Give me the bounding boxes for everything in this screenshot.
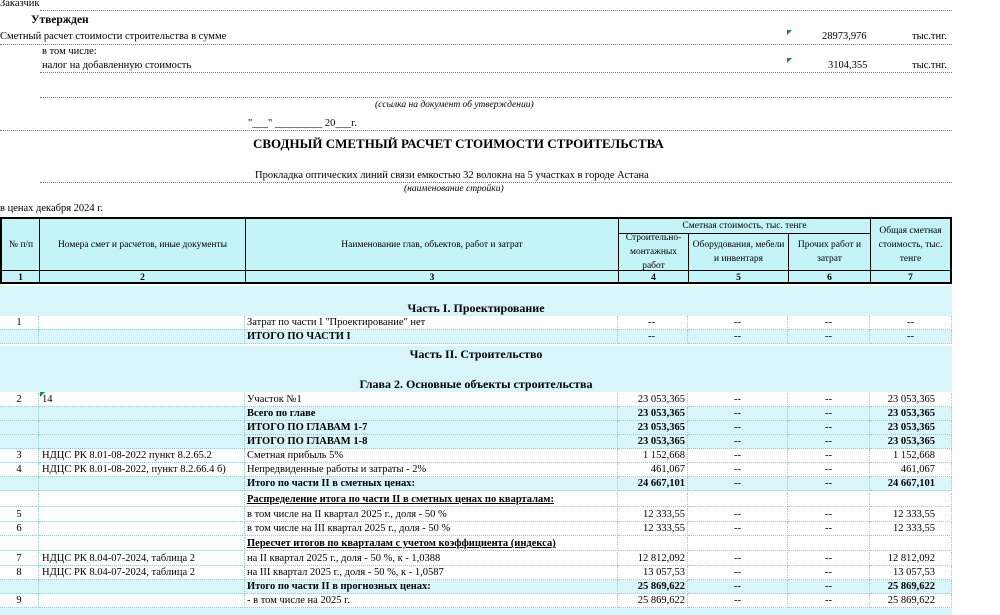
col-header-smr: Строительно-монтажных работ — [625, 233, 682, 271]
col-number: 3 — [429, 272, 435, 283]
section-title: Часть I. Проектирование — [407, 301, 545, 315]
section-title: Часть II. Строительство — [409, 347, 543, 361]
table-header — [0, 217, 952, 284]
table-row: Всего по главе 23 053,365 -- -- 23 053,365 — [0, 407, 952, 421]
spacer-row — [0, 362, 952, 376]
date-divider — [0, 130, 952, 131]
col-number: 7 — [908, 272, 913, 283]
cost-label: Сметный расчет стоимости строительства в сумме — [0, 31, 227, 42]
col-header-total: Общая сметная стоимость, тыс. тенге — [878, 225, 943, 264]
cost-unit: тыс.тнг. — [912, 31, 947, 42]
table-row: ИТОГО ПО ЧАСТИ I -- -- -- -- — [0, 330, 952, 344]
col-number: 5 — [736, 272, 741, 283]
approved-label: Утвержден — [31, 14, 89, 26]
table-row: 1 Затрат по части I "Проектирование" нет -- -- -- -- — [0, 316, 952, 330]
project-name: Прокладка оптических линий связи емкостью 32 волокна на 5 участках в городе Астана — [255, 170, 649, 181]
section-row — [0, 376, 952, 392]
col-header-equipment: Оборудования, мебели и инвентаря — [692, 240, 785, 264]
approval-ref: (ссылка на документ об утверждении) — [375, 100, 534, 110]
col-header-group: Сметная стоимость, тыс. тенге — [682, 221, 807, 231]
table-row: 4 НДЦС РК 8.01-08-2022, пункт 8.2.66.4 б) Непредвиденные работы и затраты - 2% 461,067 -- -- 461,067 — [0, 463, 952, 477]
table-row: 8 НДЦС РК 8.04-07-2024, таблица 2 на III квартал 2025 г., доля - 50 %, к - 1,0587 13 057,53 -- -- 13 057,53 — [0, 566, 952, 580]
table-row: 5 в том числе на II квартал 2025 г., доля - 50 % 12 333,55 -- -- 12 333,55 — [0, 508, 952, 522]
section-row — [0, 300, 952, 316]
cell-comment-marker — [40, 392, 45, 397]
table-row: Распределение итога по части II в сметных ценах по кварталам: — [0, 493, 952, 507]
including-label: в том числе: — [42, 46, 97, 57]
cost-value: 28973,976 — [822, 31, 867, 42]
col-header-docs: Номера смет и расчетов, иные документы — [57, 239, 228, 250]
cell-comment-marker — [787, 58, 792, 63]
col-number: 6 — [827, 272, 832, 283]
spacer-row — [0, 286, 952, 300]
section-row — [0, 346, 952, 362]
table-row: Итого по части II в сметных ценах: 24 667,101 -- -- 24 667,101 — [0, 477, 952, 491]
table-row: 6 в том числе на III квартал 2025 г., доля - 50 % 12 333,55 -- -- 12 333,55 — [0, 522, 952, 536]
cell-comment-marker — [787, 30, 792, 35]
table-row: 7 НДЦС РК 8.04-07-2024, таблица 2 на II квартал 2025 г., доля - 50 %, к - 1,0388 12 812,092 -- -- 12 812,092 — [0, 552, 952, 566]
page-title: СВОДНЫЙ СМЕТНЫЙ РАСЧЕТ СТОИМОСТИ СТРОИТЕЛЬСТВА — [253, 136, 664, 151]
customer-line — [40, 10, 952, 11]
section-title: Глава 2. Основные объекты строительства — [359, 377, 593, 391]
table-row: Итого по части II в прогнозных ценах: 25 869,622 -- -- 25 869,622 — [0, 580, 952, 594]
project-caption: (наименование стройки) — [404, 184, 504, 194]
col-header-name: Наименование глав, объектов, работ и затрат — [341, 239, 523, 250]
vat-unit: тыс.тнг. — [912, 60, 947, 71]
table-row: Пересчет итогов по кварталам с учетом коэффициента (индекса) — [0, 537, 952, 551]
vat-label: налог на добавленную стоимость — [42, 60, 192, 71]
customer-label: Заказчик — [0, 0, 40, 9]
table-row: ИТОГО ПО ГЛАВАМ 1-7 23 053,365 -- -- 23 053,365 — [0, 421, 952, 435]
col-number: 4 — [651, 272, 656, 283]
table-row: ИТОГО ПО ГЛАВАМ 1-8 23 053,365 -- -- 23 053,365 — [0, 435, 952, 449]
table-row: 3 НДЦС РК 8.01-08-2022 пункт 8.2.65.2 Сметная прибыль 5% 1 152,668 -- -- 1 152,668 — [0, 449, 952, 463]
col-number: 2 — [140, 272, 145, 283]
col-number: 1 — [18, 272, 23, 283]
col-header-other: Прочих работ и затрат — [797, 240, 862, 264]
table-row: 9 - в том числе на 2025 г. 25 869,622 -- -- 25 869,622 — [0, 594, 952, 608]
vat-line — [40, 72, 952, 73]
project-line — [40, 182, 952, 183]
approval-line — [40, 97, 952, 98]
col-header-num: № п/п — [8, 239, 34, 250]
table-row: 2 14 Участок №1 23 053,365 -- -- 23 053,365 — [0, 393, 952, 407]
spacer-row — [0, 608, 952, 615]
cost-line — [0, 44, 952, 45]
prices-label: в ценах декабря 2024 г. — [0, 203, 104, 214]
vat-value: 3104,355 — [828, 60, 868, 71]
date-line: "___" _________ 20___г. — [248, 118, 357, 129]
